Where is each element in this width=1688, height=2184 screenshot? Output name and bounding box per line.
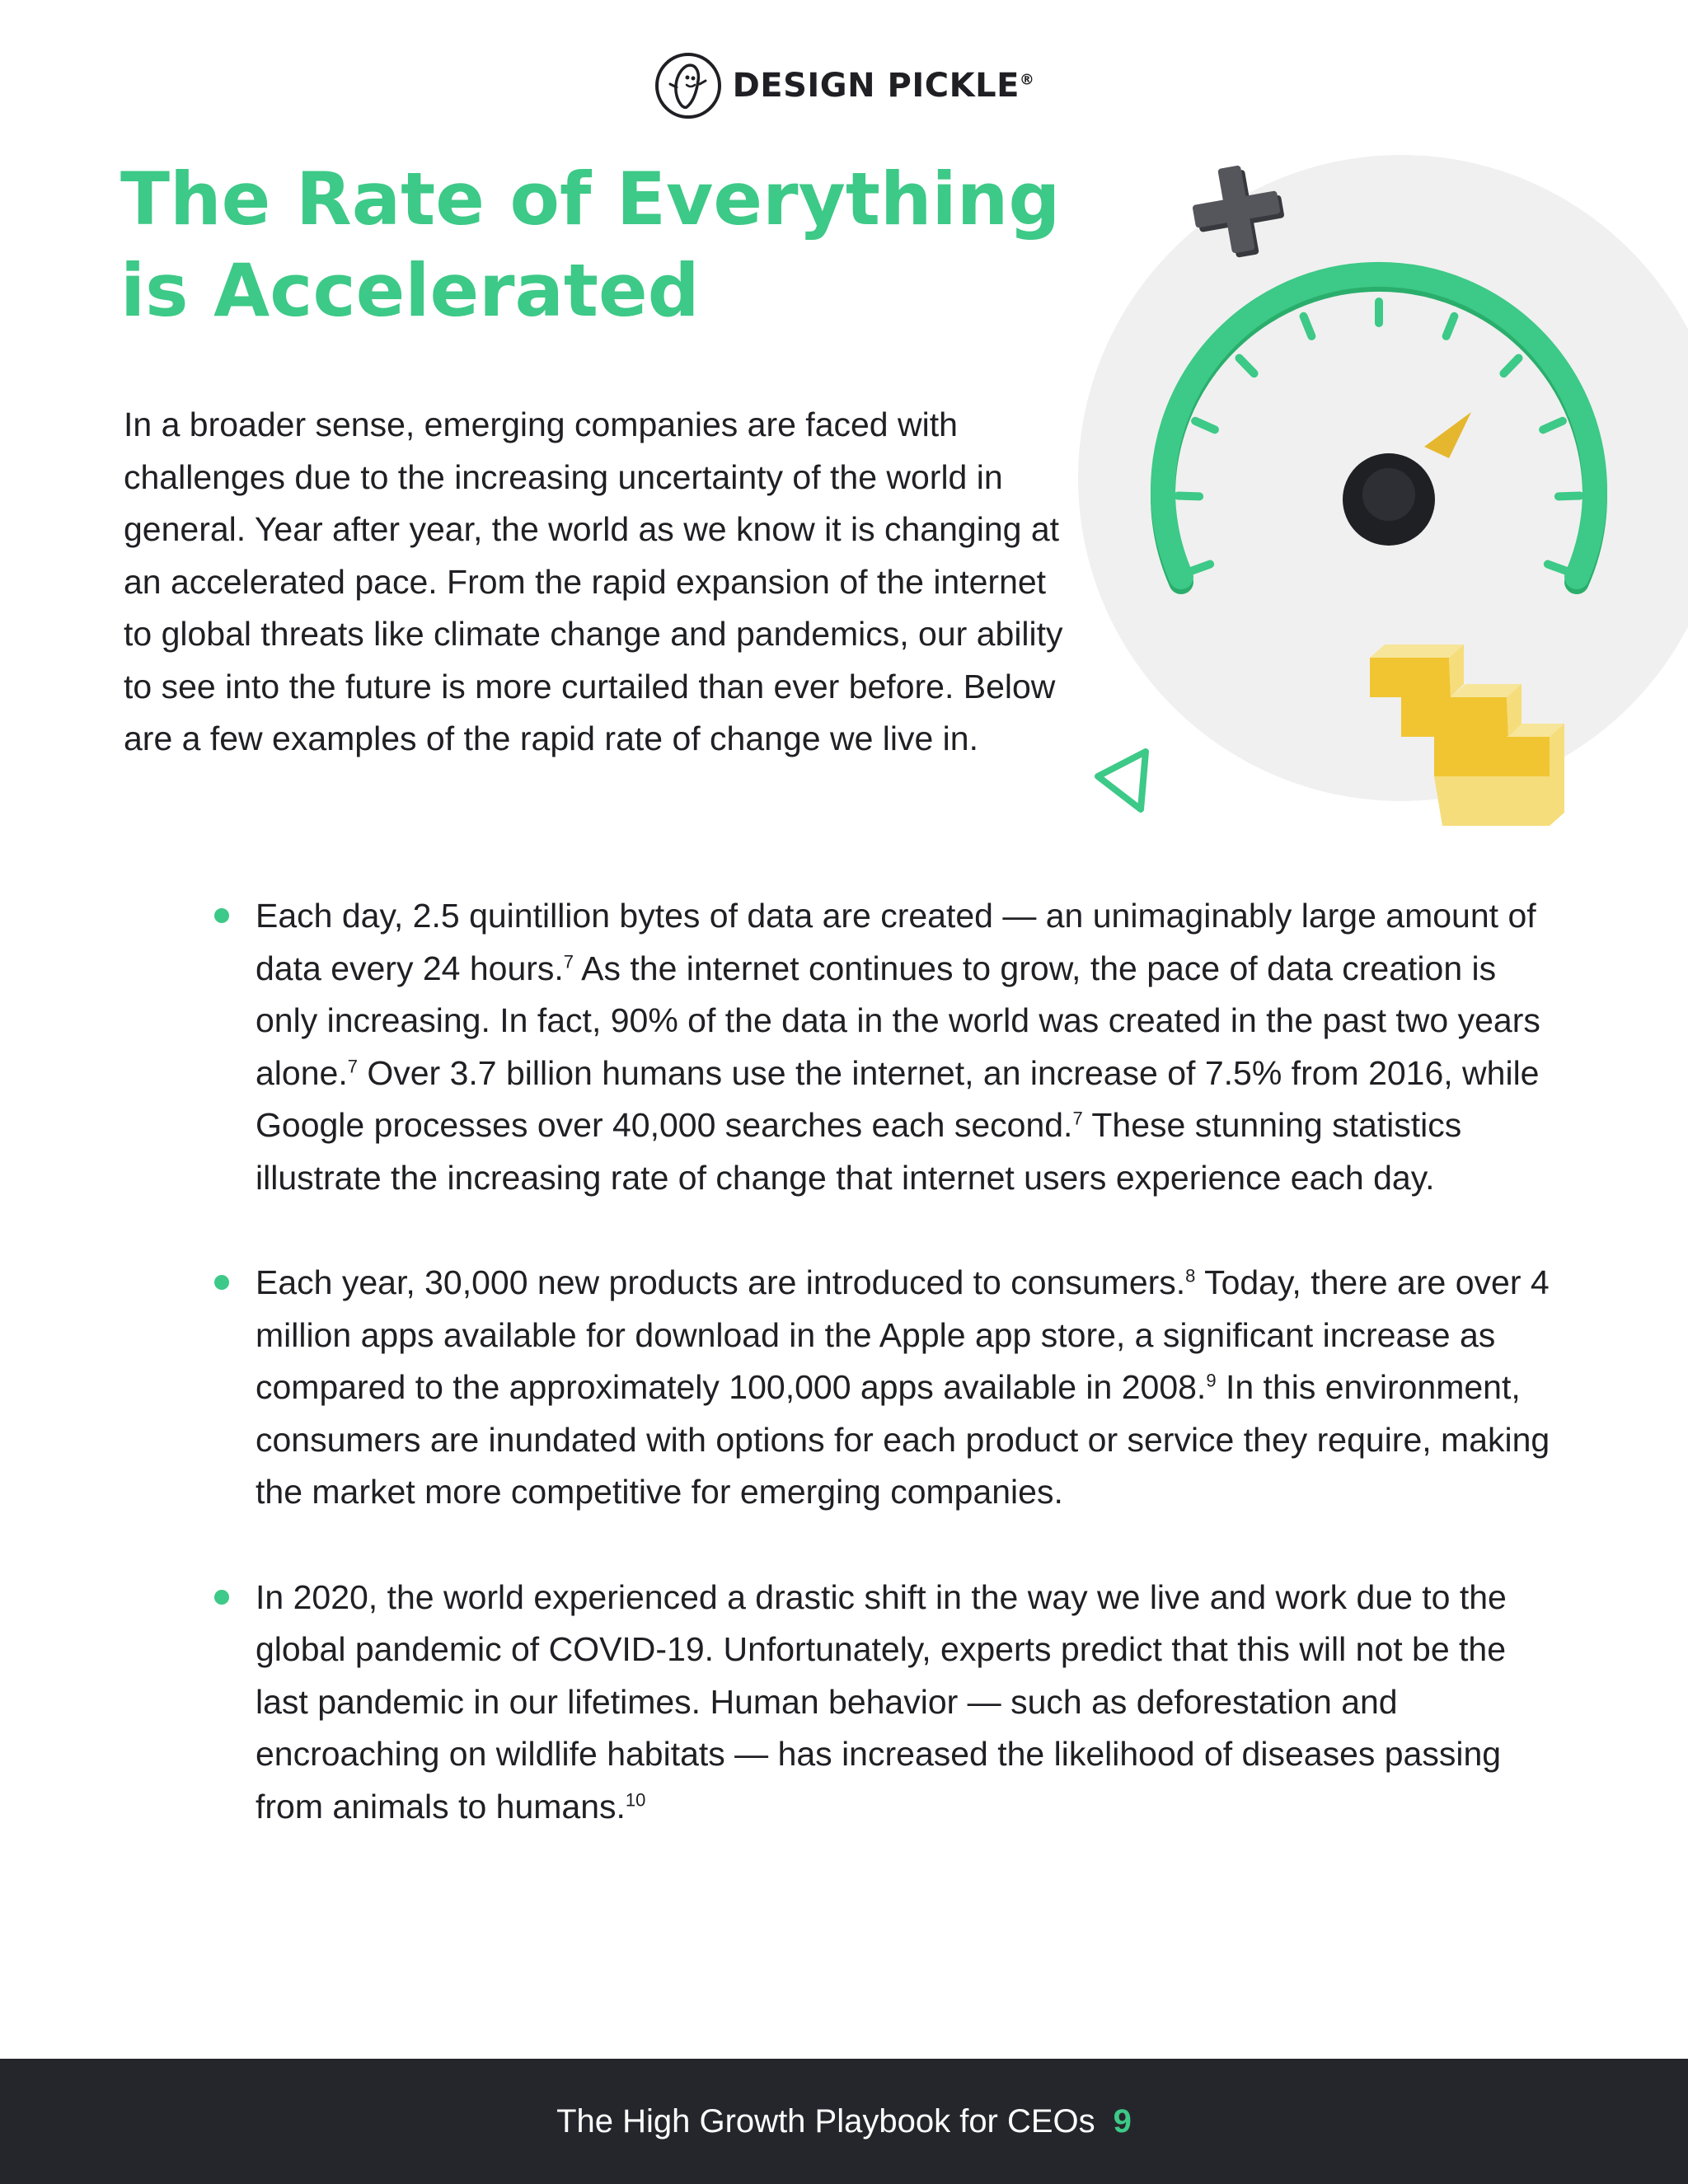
footnote-ref: 7 (563, 950, 574, 972)
registered-mark: ® (1019, 71, 1035, 89)
footnote-ref: 7 (1072, 1108, 1083, 1129)
bullet-dot (214, 908, 229, 923)
bullet-item: Each year, 30,000 new products are introduced to consumers.$^8$ Today, there are over 4 million apps available for download in the Apple app store, a significant increase as compared to the approximately 100,000 apps available in 2008.$^9$ In this environment, consumers are inundated with options for each product or service they require, making the market more competitive for emerging companies. (213, 1257, 1564, 1519)
triangle-outline-icon (1098, 752, 1146, 809)
page-title-line-1: The Rate of Everything (120, 157, 1061, 241)
speedometer-illustration-svg (1055, 153, 1688, 837)
footer-title: The High Growth Playbook for CEOs (556, 2102, 1095, 2139)
gauge-tick (1559, 495, 1580, 496)
page-number: 9 (1113, 2102, 1132, 2139)
pickle-logo-icon (654, 51, 723, 120)
footnote-ref: 10 (625, 1788, 646, 1810)
bullet-item: Each day, 2.5 quintillion bytes of data are created — an unimaginably large amount of data every 24 hours.$^7$ As the internet continues to grow, the pace of data creation is only increasing. In fact, 90% of the data in the world was created in the past two years alone.$^7$ Over 3.7 billion humans use the internet, an increase of 7.5% from 2016, while Google processes over 40,000 searches each second.$^7$ These stunning statistics illustrate the increasing rate of change that internet users experience each day. (213, 890, 1564, 1204)
page-title-line-2: is Accelerated (120, 248, 700, 333)
footnote-ref: 7 (347, 1055, 358, 1076)
page-footer (0, 2059, 1688, 2184)
speedometer-illustration (1055, 153, 1688, 837)
footnote-ref: 9 (1206, 1370, 1217, 1391)
bullet-dot (214, 1275, 229, 1290)
brand-header (0, 51, 1688, 120)
bullet-item: In 2020, the world experienced a drastic shift in the way we live and work due to the global pandemic of COVID-19. Unfortunately, experts predict that this will not be the last pandemic in our lifetimes. Human behavior — such as deforestation and encroaching on wildlife habitats — has increased the likelihood of diseases passing from animals to humans.$^{10}$ (213, 1572, 1564, 1834)
brand-name: DESIGN PICKLE® (732, 67, 1035, 105)
page-title (120, 153, 1060, 336)
footnote-ref: 8 (1185, 1265, 1196, 1286)
bullet-list (213, 890, 1564, 1833)
intro-paragraph: In a broader sense, emerging companies are faced with challenges due to the increasing uncertainty of the world in general. Year after year, the world as we know it is changing at an accelerated pace. From the rapid expansion of the internet to global threats like climate change and pandemics, our ability to see into the future is more curtailed than ever before. Below are a few examples of the rapid rate of change we live in. (124, 405, 1063, 757)
bullet-dot (214, 1590, 229, 1605)
gauge-tick (1178, 495, 1199, 496)
